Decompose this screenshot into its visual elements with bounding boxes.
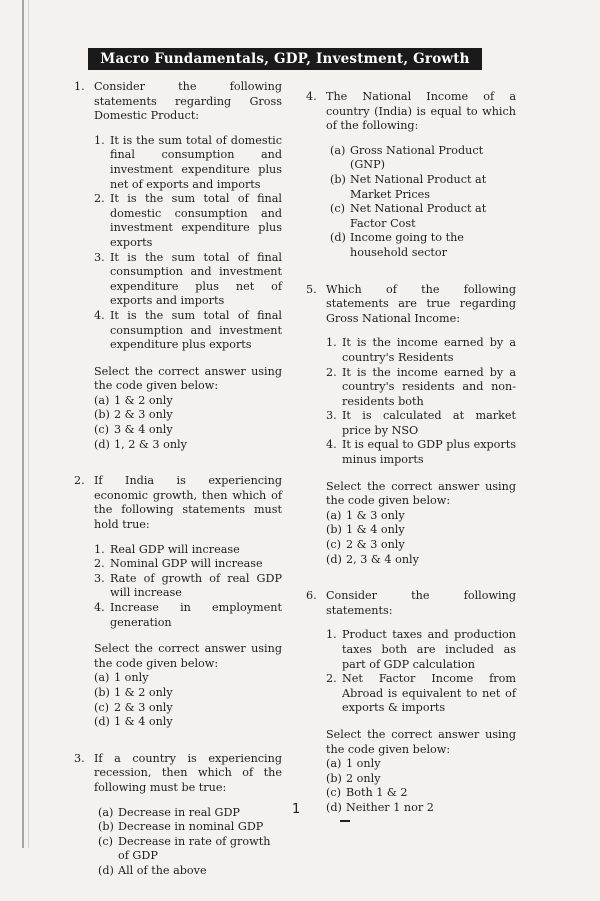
answer-option (330, 202, 516, 231)
answer-option (326, 538, 516, 553)
option-text: 2 & 3 only (114, 408, 173, 422)
question-number: 6. (306, 589, 317, 603)
answer-option (326, 509, 516, 524)
option-text: Net National Product at Factor Cost (350, 202, 487, 230)
question-text: Consider the following statements regarding Gross Domestic Product: (94, 80, 282, 123)
statement-text: It is the income earned by a country's residents and non-residents both (342, 365, 516, 408)
statement-text: Increase in employment generation (110, 601, 282, 629)
question-text: The National Income of a country (India) is equal to which of the following: (326, 90, 516, 133)
option-text: Gross National Product (GNP) (350, 143, 484, 172)
option-letter: (a) (94, 671, 110, 685)
statement-text: It is the income earned by a country's Residents (342, 336, 516, 364)
answer-option (330, 144, 516, 173)
answer-option (330, 173, 516, 202)
question-text: Consider the following statements: (326, 589, 516, 617)
statement-item (94, 134, 282, 192)
option-letter: (b) (326, 771, 342, 785)
statement-number: 3. (94, 250, 105, 264)
option-letter: (d) (330, 231, 346, 245)
answer-option (326, 801, 516, 816)
statement-item (94, 557, 282, 572)
option-list (326, 757, 516, 815)
option-text: 1 & 2 only (114, 393, 173, 407)
statement-list (326, 628, 516, 716)
statement-item (94, 543, 282, 558)
option-letter: (d) (98, 863, 114, 877)
option-text: Decrease in real GDP (118, 805, 240, 819)
statement-text: Nominal GDP will increase (110, 557, 263, 571)
answer-option (326, 757, 516, 772)
statement-item (94, 251, 282, 309)
statement-number: 4. (94, 308, 105, 322)
question-text: If a country is experiencing recession, then which of the following must be true: (94, 751, 282, 794)
question-number: 4. (306, 90, 317, 103)
statement-item (94, 309, 282, 353)
option-text: Neither 1 nor 2 (346, 800, 434, 814)
option-text: 2 only (346, 771, 381, 785)
statement-text: It is calculated at market price by NSO (342, 409, 516, 437)
statement-text: It is the sum total of final consumption and investment expenditure plus exports (110, 308, 282, 352)
option-list (326, 509, 516, 567)
statement-text: It is equal to GDP plus exports minus imports (342, 438, 516, 467)
question-number: 5. (306, 282, 317, 296)
answer-option (94, 701, 282, 716)
option-text: 1 & 4 only (114, 715, 173, 729)
option-text: 1 only (114, 671, 149, 685)
answer-option (98, 835, 282, 864)
option-text: All of the above (118, 863, 207, 877)
page-title: Macro Fundamentals, GDP, Investment, Growth (88, 48, 482, 70)
statement-number: 2. (326, 672, 337, 686)
answer-option (98, 806, 282, 821)
statement-number: 2. (326, 365, 337, 379)
option-text: Decrease in rate of growth of GDP (118, 834, 271, 863)
statement-text: Real GDP will increase (110, 542, 240, 556)
question-number: 3. (74, 751, 85, 765)
right-column (306, 90, 516, 838)
answer-option (98, 820, 282, 835)
option-letter: (a) (330, 143, 346, 157)
answer-option (94, 438, 282, 453)
answer-instruction: Select the correct answer using the code given below: (326, 727, 516, 756)
answer-option (326, 523, 516, 538)
page-number: 1 (292, 802, 301, 817)
question-4 (306, 90, 516, 261)
answer-instruction: Select the correct answer using the code given below: (94, 642, 282, 670)
statement-text: Net Factor Income from Abroad is equivalent to net of exports & imports (342, 672, 516, 715)
statement-number: 1. (326, 628, 337, 642)
option-letter: (d) (94, 715, 110, 729)
question-6 (306, 589, 516, 815)
answer-option (94, 715, 282, 730)
option-text: 3 & 4 only (114, 423, 173, 437)
question-5 (306, 283, 516, 568)
answer-option (94, 686, 282, 701)
statement-text: It is the sum total of final domestic consumption and investment expenditure plus exports (110, 192, 282, 249)
question-number: 1. (74, 80, 85, 93)
question-1 (74, 80, 282, 452)
option-text: Net National Product at Market Prices (350, 172, 487, 201)
answer-option (326, 553, 516, 568)
statement-item (94, 572, 282, 601)
scan-mark (340, 820, 350, 822)
option-letter: (a) (94, 393, 110, 407)
answer-instruction: Select the correct answer using the code given below: (94, 364, 282, 393)
option-letter: (d) (326, 800, 342, 814)
statement-item (326, 628, 516, 672)
statement-list (94, 543, 282, 631)
question-number: 2. (74, 474, 85, 488)
answer-option (326, 786, 516, 801)
answer-option (94, 671, 282, 686)
statement-number: 2. (94, 557, 105, 571)
option-letter: (b) (326, 523, 342, 537)
option-letter: (a) (326, 508, 342, 522)
option-letter: (c) (326, 538, 341, 552)
statement-list (326, 336, 516, 467)
statement-text: It is the sum total of final consumption and investment expenditure plus net of exports and imports (110, 250, 282, 308)
answer-option (94, 394, 282, 409)
option-letter: (b) (94, 685, 110, 699)
statement-number: 2. (94, 192, 105, 206)
option-text: 2, 3 & 4 only (346, 552, 419, 566)
option-text: 2 & 3 only (346, 538, 405, 552)
option-letter: (a) (98, 805, 114, 819)
statement-item (326, 438, 516, 467)
option-letter: (b) (330, 172, 346, 186)
page-binding-edge-inner (28, 0, 29, 848)
answer-option (94, 408, 282, 423)
statement-number: 1. (94, 133, 105, 147)
option-text: Both 1 & 2 (346, 786, 408, 800)
statement-number: 4. (326, 438, 337, 452)
statement-text: Product taxes and production taxes both are included as part of GDP calculation (342, 628, 516, 671)
statement-item (326, 366, 516, 410)
option-letter: (c) (94, 423, 109, 437)
statement-text: Rate of growth of real GDP will increase (110, 571, 282, 600)
statement-item (94, 601, 282, 630)
question-text: If India is experiencing economic growth, then which of the following statements must hold true: (94, 474, 282, 532)
option-letter: (c) (98, 834, 113, 848)
answer-instruction: Select the correct answer using the code given below: (326, 479, 516, 508)
option-text: 1 & 4 only (346, 523, 405, 537)
statement-list (94, 134, 282, 353)
statement-item (326, 672, 516, 716)
option-letter: (c) (326, 786, 341, 800)
statement-number: 1. (326, 336, 337, 350)
option-text: 1 & 2 only (114, 685, 173, 699)
option-list (326, 144, 516, 261)
answer-option (326, 772, 516, 787)
answer-option (330, 231, 516, 260)
statement-item (94, 192, 282, 250)
answer-option (94, 423, 282, 438)
question-text: Which of the following statements are true regarding Gross National Income: (326, 282, 516, 325)
left-column (74, 80, 282, 901)
option-letter: (a) (326, 757, 342, 771)
statement-item (326, 336, 516, 365)
statement-item (326, 409, 516, 438)
option-letter: (c) (330, 202, 345, 216)
question-2 (74, 474, 282, 730)
option-letter: (c) (94, 700, 109, 714)
option-text: 1, 2 & 3 only (114, 437, 187, 451)
page-binding-edge (22, 0, 24, 848)
option-text: 1 only (346, 757, 381, 771)
option-letter: (b) (98, 820, 114, 834)
option-letter: (d) (326, 552, 342, 566)
statement-number: 3. (94, 571, 105, 585)
option-list (94, 806, 282, 879)
statement-number: 3. (326, 409, 337, 423)
statement-number: 1. (94, 542, 105, 556)
answer-option (98, 864, 282, 879)
option-text: Income going to the household sector (350, 231, 464, 259)
option-letter: (b) (94, 408, 110, 422)
statement-number: 4. (94, 601, 105, 614)
option-text: 1 & 3 only (346, 508, 405, 522)
option-text: Decrease in nominal GDP (118, 820, 264, 834)
option-list (94, 671, 282, 729)
question-3 (74, 752, 282, 879)
option-text: 2 & 3 only (114, 700, 173, 714)
statement-text: It is the sum total of domestic final consumption and investment expenditure plus net of exports and imports (110, 133, 282, 191)
option-list (94, 394, 282, 452)
option-letter: (d) (94, 437, 110, 451)
